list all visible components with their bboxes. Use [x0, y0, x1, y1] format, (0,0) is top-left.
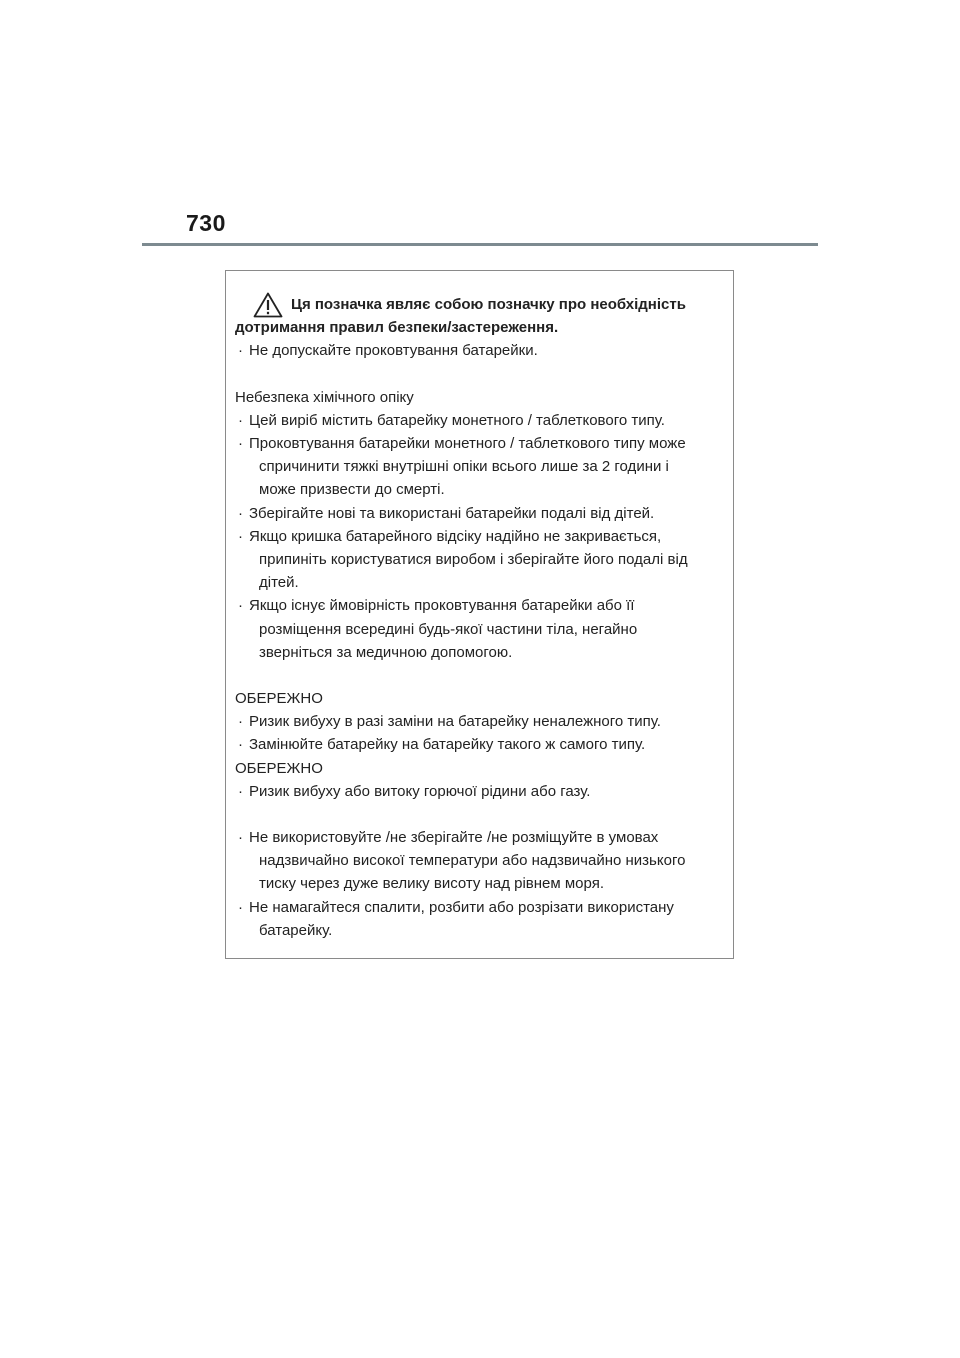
list-item-line: надзвичайно високої температури або надзвичайно низького [259, 852, 686, 870]
list-item-line: Не використовуйте /не зберігайте /не розміщуйте в умовах [249, 829, 659, 847]
list-item [235, 780, 723, 803]
list-item-line: Цей виріб містить батарейку монетного / таблеткового типу. [249, 411, 665, 429]
list-item-text [249, 594, 723, 664]
list-caution-1 [235, 710, 723, 756]
warning-box [225, 270, 734, 959]
list-item-text [249, 502, 723, 525]
list-item-line: тиску через дуже велику висоту над рівнем моря. [259, 875, 604, 893]
list-item [235, 409, 723, 432]
list-item-text [249, 409, 723, 432]
list-swallow [235, 339, 723, 362]
bullet-dot: · [238, 597, 243, 615]
list-item [235, 594, 723, 664]
header-rule [142, 243, 818, 246]
list-item [235, 733, 723, 756]
list-item [235, 826, 723, 896]
list-storage [235, 826, 723, 942]
bullet-dot: · [238, 527, 243, 545]
bullet-dot: · [238, 504, 243, 522]
list-item-line: припиніть користуватися виробом і зберігайте його подалі від [259, 551, 688, 569]
warning-intro [235, 293, 723, 316]
list-chemical-burn [235, 409, 723, 664]
spacer [235, 803, 723, 826]
bullet-dot: · [238, 713, 243, 731]
list-item-line: розміщення всередині будь-якої частини тіла, негайно [259, 620, 638, 638]
list-item-line: дітей. [259, 574, 299, 592]
warning-triangle-icon [253, 292, 283, 318]
list-item-text [249, 432, 723, 502]
bullet-dot: · [238, 782, 243, 800]
section-title-caution-1: ОБЕРЕЖНО [235, 690, 323, 708]
bullet-dot: · [238, 829, 243, 847]
list-item-line: спричинити тяжкі внутрішні опіки всього лише за 2 години і [259, 458, 669, 476]
bullet-dot: · [238, 411, 243, 429]
list-item-text [249, 780, 723, 803]
list-item-line: Не намагайтеся спалити, розбити або розрізати використану [249, 898, 674, 916]
list-item [235, 502, 723, 525]
list-item-text [249, 896, 723, 942]
bullet-dot: · [238, 435, 243, 453]
warning-intro-line1: Ця позначка являє собою позначку про необхідність [291, 296, 686, 313]
list-item-text [249, 525, 723, 595]
list-item-line: Не допускайте проковтування батарейки. [249, 342, 538, 360]
bullet-dot: · [238, 342, 243, 360]
list-item-line: Ризик вибуху або витоку горючої рідини або газу. [249, 782, 591, 800]
list-item-line: Ризик вибуху в разі заміни на батарейку неналежного типу. [249, 713, 661, 731]
list-item-text [249, 710, 723, 733]
bullet-dot: · [238, 898, 243, 916]
list-item-line: може призвести до смерті. [259, 481, 445, 499]
list-caution-2 [235, 780, 723, 803]
spacer [235, 363, 723, 386]
list-item-line: зверніться за медичною допомогою. [259, 643, 513, 661]
bullet-dot: · [238, 736, 243, 754]
list-item-text [249, 339, 723, 362]
list-item-line: Якщо існує ймовірність проковтування батарейки або її [249, 597, 635, 615]
list-item [235, 339, 723, 362]
list-item-line: Замінюйте батарейку на батарейку такого ж самого типу. [249, 736, 646, 754]
list-item-line: Проковтування батарейки монетного / таблеткового типу може [249, 435, 686, 453]
list-item-text [249, 733, 723, 756]
warning-intro-line2: дотримання правил безпеки/застереження. [235, 319, 559, 337]
list-item [235, 432, 723, 502]
list-item-line: батарейку. [259, 921, 333, 939]
list-item-text [249, 826, 723, 896]
list-item-line: Зберігайте нові та використані батарейки подалі від дітей. [249, 504, 655, 522]
spacer [235, 664, 723, 687]
list-item-line: Якщо кришка батарейного відсіку надійно не закривається, [249, 527, 662, 545]
section-title-caution-2: ОБЕРЕЖНО [235, 759, 323, 777]
list-item [235, 710, 723, 733]
page-number: 730 [186, 210, 226, 236]
list-item [235, 525, 723, 595]
section-title-chemical-burn: Небезпека хімічного опіку [235, 388, 414, 406]
list-item [235, 896, 723, 942]
